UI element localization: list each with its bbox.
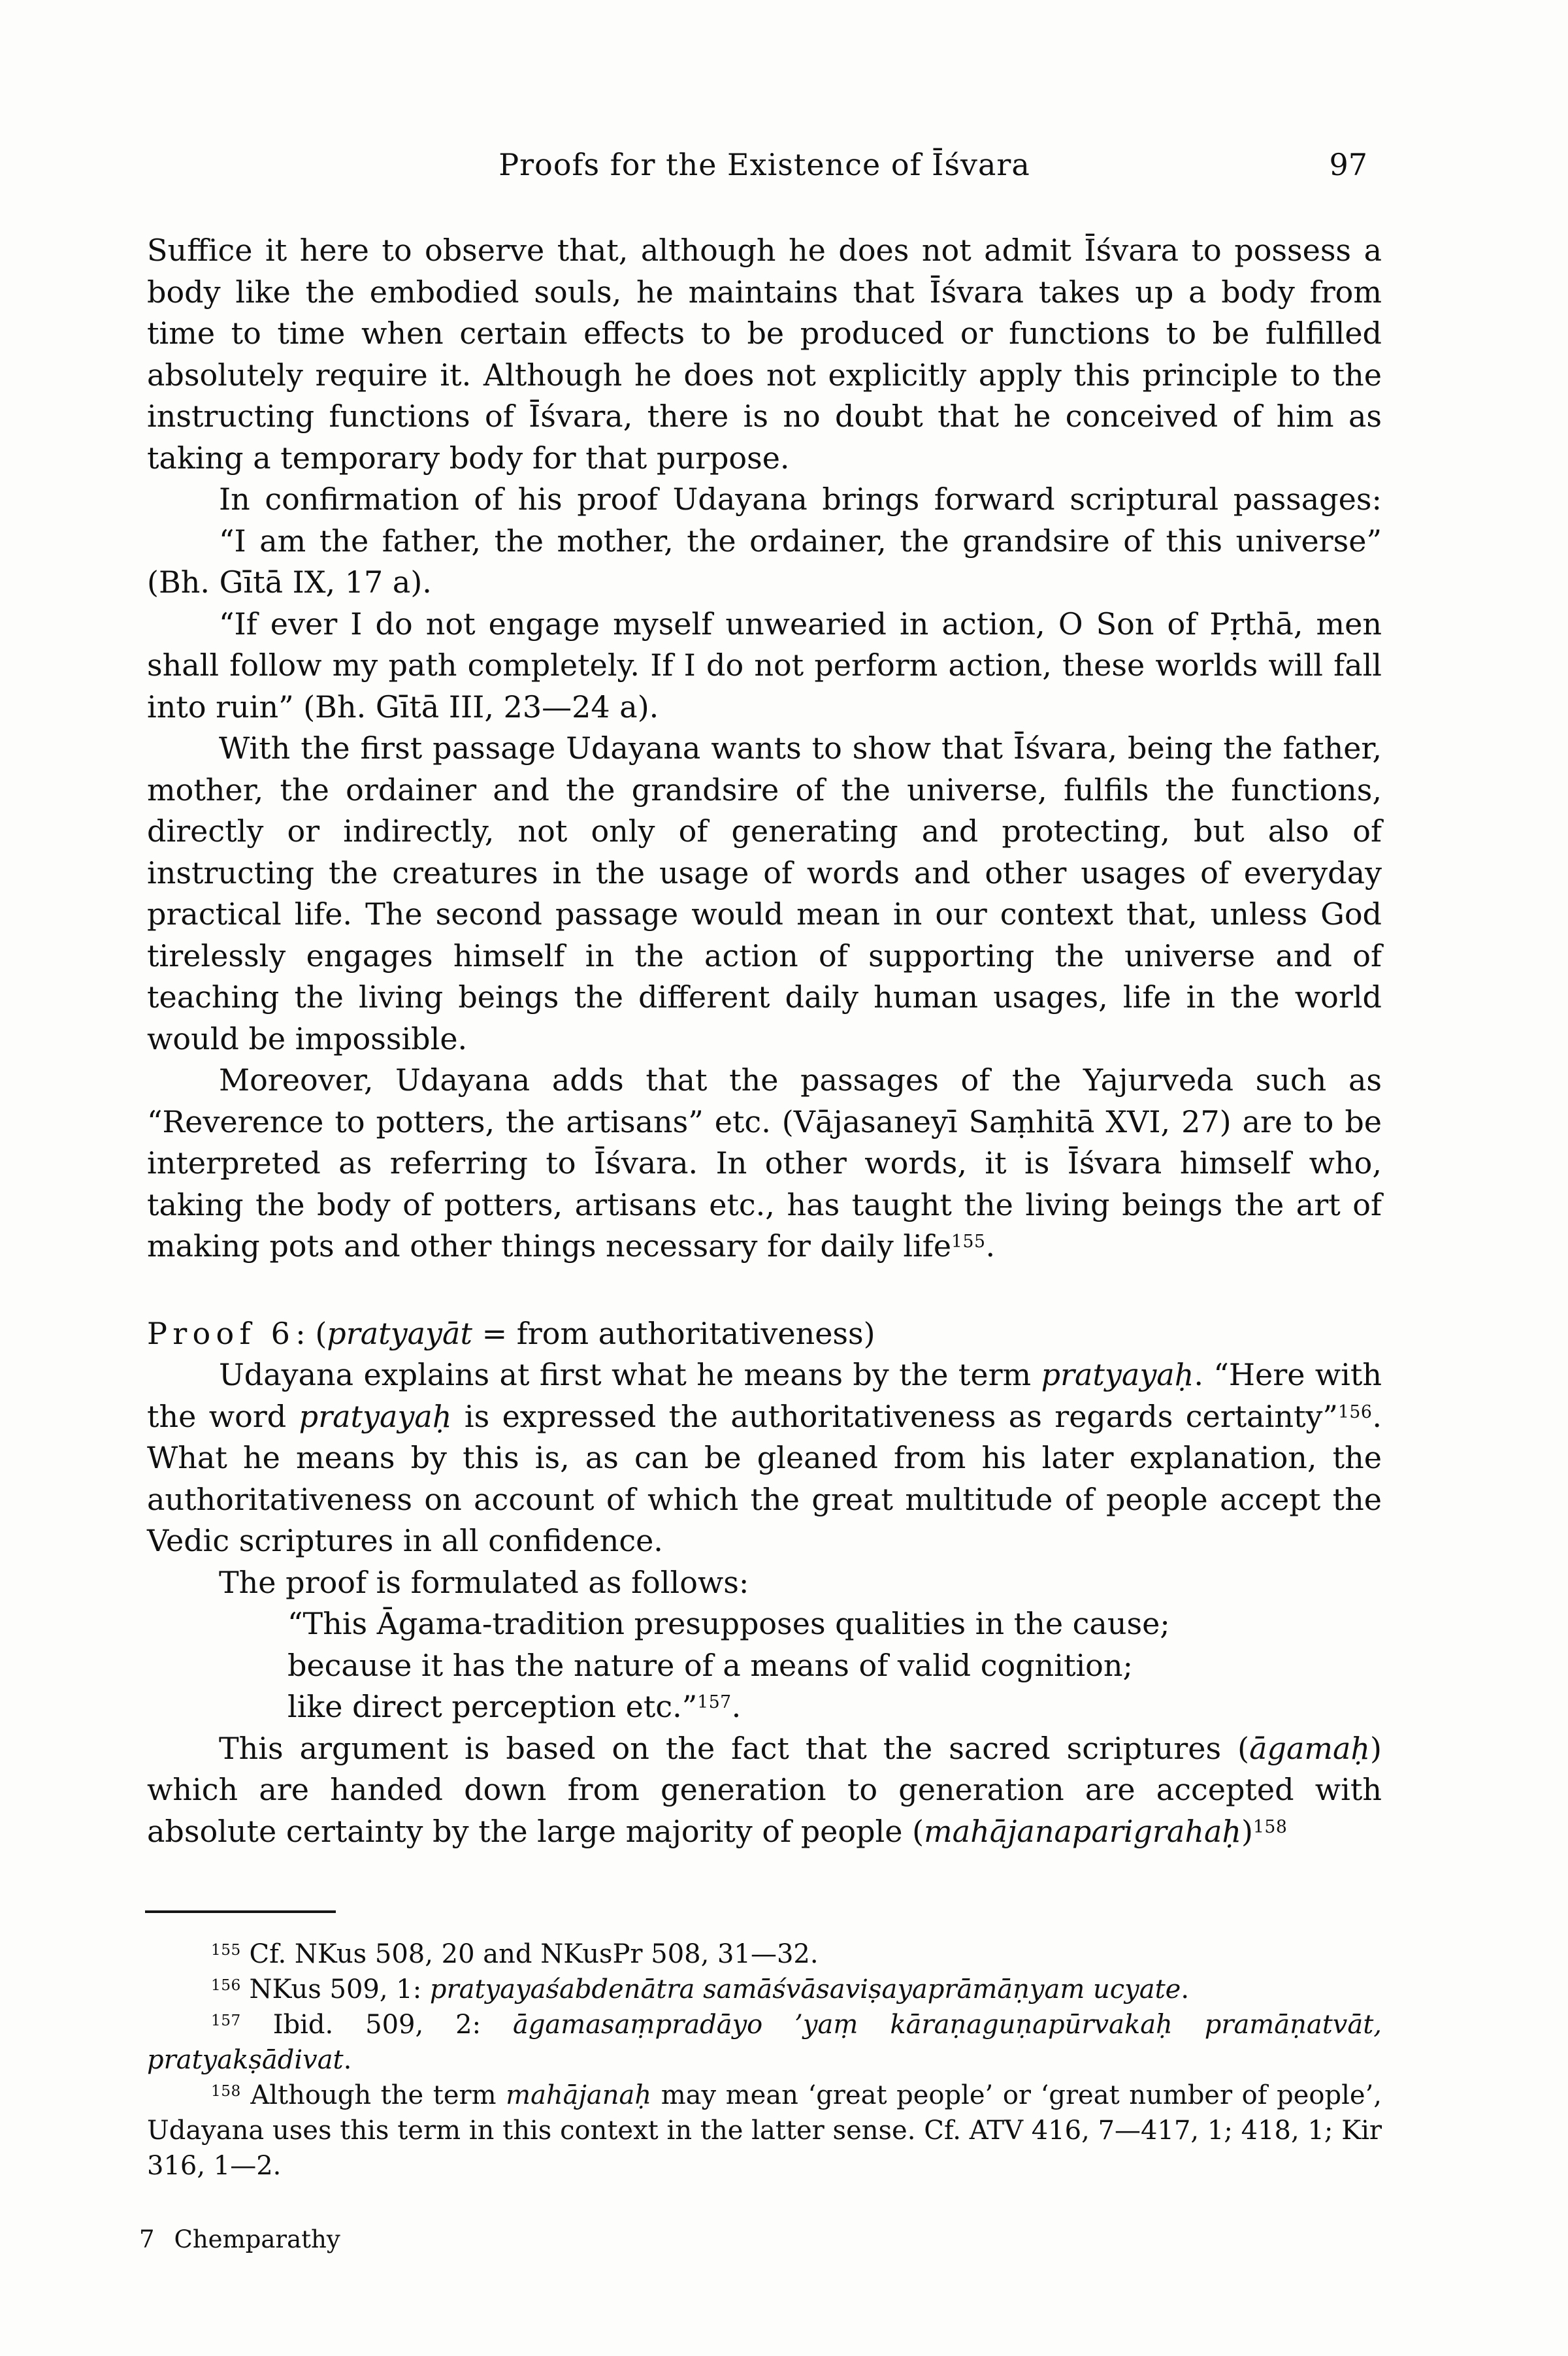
paragraph-gita-quote-1: “I am the father, the mother, the ordainer, the grandsire of this universe” (Bh. Gītā IX, 17 a). [147, 523, 1382, 600]
text-column [147, 230, 1382, 1852]
running-head [147, 145, 1382, 191]
paragraph-udayana-explains: Udayana explains at first what he means by the term pratyayaḥ. “Here with the word pratyayaḥ is expressed the authoritativeness as regards certainty”$^{156}$. What he means by this is, as can be gleaned from his later explanation, the authoritativeness on account of which the great multitude of people accept the Vedic scriptures in all confidence. [147, 1357, 1382, 1558]
paragraph-moreover: Moreover, Udayana adds that the passages of the Yajurveda such as “Reverence to potters, the artisans” etc. (Vājasaneyī Saṃhitā XVI, 27) are to be interpreted as referring to Īśvara. In other words, it is Īśvara himself who, taking the body of potters, artisans etc., has taught the living beings the art of making pots and other things necessary for daily life$^{155}$. [147, 1062, 1382, 1264]
paragraph-argument-based: This argument is based on the fact that the sacred scriptures (āgamaḥ) which are handed down from generation to generation are accepted with absolute certainty by the large majority of people (mahājanaparigrahaḥ)$^{158}$ [147, 1730, 1382, 1849]
quote-line: because it has the nature of a means of valid cognition; [287, 1647, 1133, 1683]
syllogism-quote-block [287, 1603, 1382, 1728]
signature-number: 7 [139, 2225, 155, 2253]
page-number: 97 [1329, 147, 1367, 182]
paragraph-first-passage: With the first passage Udayana wants to show that Īśvara, being the father, mother, the ordainer and the grandsire of the universe, fulfils the functions, directly or indirectly, not only of generating and protecting, but also of instructing the creatures in the usage of words and other usages of everyday practical life. The second passage would mean in our context that, unless God tirelessly engages himself in the action of supporting the universe and of teaching the living beings the different daily human usages, life in the world would be impossible. [147, 730, 1382, 1056]
proof-6-heading: Proof 6: (pratyayāt = from authoritativeness) [147, 1315, 875, 1351]
printer-signature [139, 2225, 340, 2253]
footnote-155: $^{155}$ Cf. NKus 508, 20 and NKusPr 508, 31—32. [211, 1939, 819, 1969]
quote-line: “This Āgama-tradition presupposes qualities in the cause; [287, 1606, 1170, 1641]
footnote-158: $^{158}$ Although the term mahājanaḥ may mean ‘great people’ or ‘great number of people’, Udayana uses this term in this context in the latter sense. Cf. ATV 416, 7—417, 1; 418, 1; Kir 316, 1—2. [147, 2080, 1382, 2181]
footnotes [147, 1937, 1382, 2184]
page-title: Proofs for the Existence of Īśvara [498, 147, 1030, 182]
signature-name: Chemparathy [174, 2225, 340, 2253]
paragraph-gita-quote-2: “If ever I do not engage myself unwearied in action, O Son of Pṛthā, men shall follow my path completely. If I do not perform action, these worlds will fall into ruin” (Bh. Gītā III, 23—24 a). [147, 606, 1382, 725]
paragraph-suffice: Suffice it here to observe that, although he does not admit Īśvara to possess a body like the embodied souls, he maintains that Īśvara takes up a body from time to time when certain effects to be produced or functions to be fulfilled absolutely require it. Although he does not explicitly apply this principle to the instructing functions of Īśvara, there is no doubt that he conceived of him as taking a temporary body for that purpose. [147, 233, 1382, 476]
quote-line: like direct perception etc.”$^{157}$. [287, 1689, 742, 1724]
paragraph-confirmation: In confirmation of his proof Udayana brings forward scriptural passages: [219, 482, 1382, 517]
footnote-separator-rule [145, 1910, 336, 1913]
paragraph-proof-formulated: The proof is formulated as follows: [219, 1564, 749, 1600]
footnote-156: $^{156}$ NKus 509, 1: pratyayaśabdenātra samāśvāsaviṣayaprāmāṇyam ucyate. [211, 1974, 1190, 2004]
footnote-157: $^{157}$ Ibid. 509, 2: āgamasaṃpradāyo ’yaṃ kāraṇaguṇapūrvakaḥ pramāṇatvāt, pratyakṣādivat. [147, 2010, 1382, 2075]
